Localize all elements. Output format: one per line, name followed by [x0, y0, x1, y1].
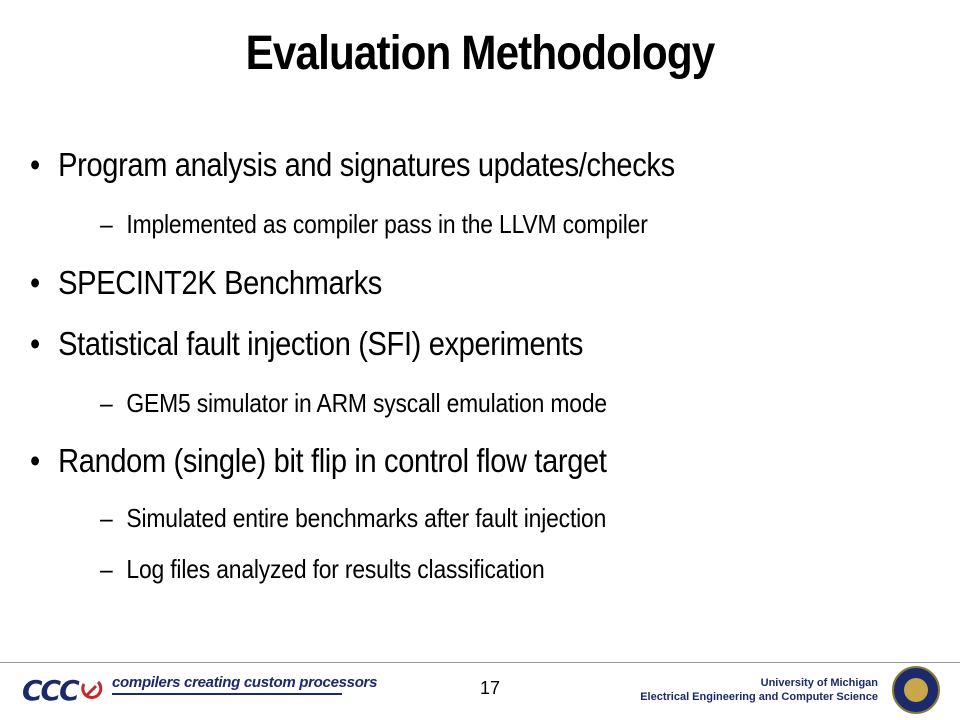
sub-bullet-text: Log files analyzed for results classification — [126, 554, 545, 584]
sub-bullet-marker: – — [100, 554, 113, 584]
tagline-underline — [112, 693, 342, 695]
bullet-text: SPECINT2K Benchmarks — [58, 264, 382, 301]
department-name: Electrical Engineering and Computer Science — [640, 691, 878, 703]
university-block — [640, 676, 878, 704]
bullet-marker: • — [30, 325, 40, 362]
sub-bullet-text: GEM5 simulator in ARM syscall emulation mode — [126, 388, 607, 418]
university-name: University of Michigan — [760, 677, 878, 689]
sub-bullet-item — [100, 388, 607, 419]
slide-title: Evaluation Methodology — [245, 27, 715, 80]
sickle-icon — [80, 678, 104, 702]
bullet-marker: • — [30, 146, 40, 183]
university-seal-icon — [892, 666, 940, 714]
bullet-marker: • — [30, 264, 40, 301]
footer-divider — [0, 662, 960, 663]
page-number: 17 — [479, 678, 501, 698]
sub-bullet-marker: – — [100, 388, 113, 418]
bullet-item — [30, 442, 607, 480]
sub-bullet-marker: – — [100, 209, 113, 239]
bullet-item — [30, 264, 382, 302]
bullet-text: Program analysis and signatures updates/checks — [58, 146, 675, 183]
logo-tagline: compilers creating custom processors — [112, 674, 378, 691]
sub-bullet-item — [100, 554, 545, 585]
ccc-logo-text: CCC — [22, 673, 78, 707]
bullet-item — [30, 146, 675, 184]
sub-bullet-text: Simulated entire benchmarks after fault injection — [126, 503, 607, 533]
sub-bullet-text: Implemented as compiler pass in the LLVM compiler — [126, 209, 648, 239]
sub-bullet-marker: – — [100, 503, 113, 533]
sub-bullet-item — [100, 503, 606, 534]
sub-bullet-item — [100, 209, 648, 240]
seal-center — [904, 678, 928, 702]
bullet-text: Statistical fault injection (SFI) experiments — [58, 325, 583, 362]
bullet-text: Random (single) bit flip in control flow target — [58, 442, 607, 479]
bullet-marker: • — [30, 442, 40, 479]
ccc-logo — [22, 670, 104, 710]
bullet-item — [30, 325, 583, 363]
